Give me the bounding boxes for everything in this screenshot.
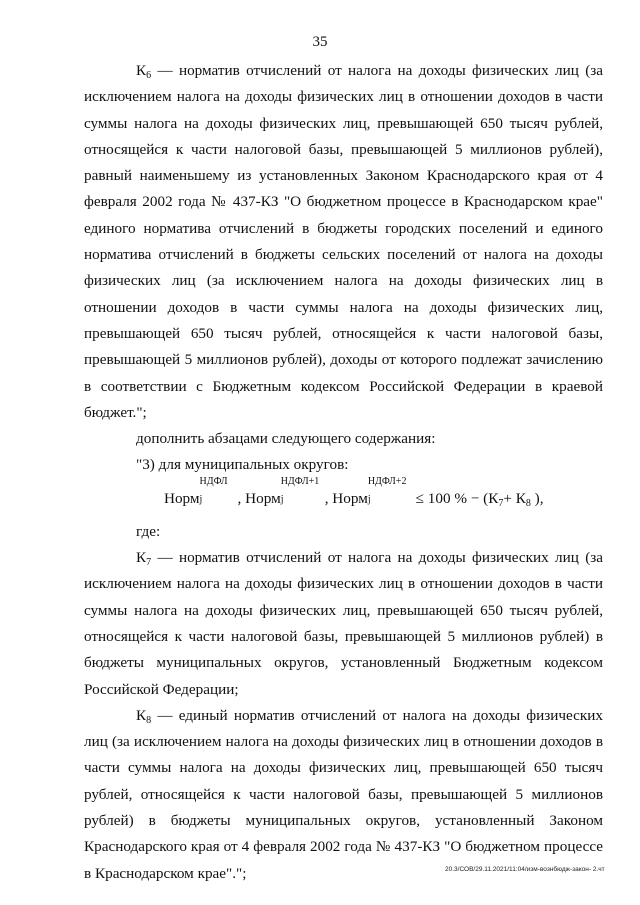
formula-k8-index: 8 bbox=[525, 497, 531, 509]
formula bbox=[84, 475, 603, 519]
k6-symbol: К bbox=[136, 62, 147, 79]
formula-k7-index: 7 bbox=[498, 497, 504, 509]
formula-sub-3: j bbox=[367, 493, 371, 505]
k6-index: 6 bbox=[146, 70, 152, 81]
paragraph-supplement: дополнить абзацами следующего содержания: bbox=[136, 430, 436, 448]
page-number: 35 bbox=[312, 34, 328, 50]
formula-sup-2: НДФЛ+1 bbox=[280, 475, 320, 487]
k7-symbol: К bbox=[136, 549, 147, 567]
formula-term-1: Норм bbox=[164, 489, 200, 507]
formula-sup-3: НДФЛ+2 bbox=[367, 475, 407, 487]
k6-text: — норматив отчислений от налога на доходы физических лиц (за исключением налога на доходы физических лиц в отношении доходов в части суммы налога на доходы физических лиц, превышающей 650 тысяч рублей, относящейся к части налоговой базы, превышающей 5 миллионов рублей), равный наименьшему из установленных Законом Краснодарского края от 4 февраля 2002 года № 437-КЗ "О бюджетном процессе в Краснодарском крае" единого норматива отчислений в бюджеты городских поселений и единого норматива отчислений в бюджеты сельских поселений от налога на доходы физических лиц (за исключением налога на доходы физических лиц в отношении доходов в части суммы налога на доходы физических лиц, превышающей 650 тысяч рублей, относящейся к части налоговой базы, превышающей 5 миллионов рублей), доходы от которого подлежат зачислению в соответствии с Бюджетным кодексом Российской Федерации в краевой бюджет."; bbox=[84, 62, 603, 421]
k7-index: 7 bbox=[146, 557, 152, 569]
formula-plus: + К bbox=[503, 489, 526, 507]
k8-symbol: К bbox=[136, 706, 147, 724]
formula-indices-3 bbox=[367, 475, 412, 505]
formula-sup-1: НДФЛ bbox=[199, 475, 228, 487]
paragraph-k6 bbox=[84, 58, 603, 426]
formula-close: ), bbox=[530, 489, 544, 507]
paragraph-k7 bbox=[84, 545, 603, 703]
formula-sub-2: j bbox=[280, 493, 284, 505]
formula-indices-2 bbox=[280, 475, 325, 505]
document-body bbox=[84, 58, 603, 887]
formula-term-3: Норм bbox=[332, 489, 368, 507]
k8-index: 8 bbox=[146, 714, 152, 726]
formula-sep-1: , bbox=[237, 489, 246, 507]
formula-indices-1 bbox=[199, 475, 238, 505]
document-footer: 20.3/СОВ/29.11.2021/11:04/изм-вознбюдж-закон- 2.чт bbox=[445, 866, 605, 873]
formula-sub-1: j bbox=[199, 493, 203, 505]
k8-text: — единый норматив отчислений от налога на доходы физических лиц (за исключением налога на доходы физических лиц в отношении доходов в части суммы налога на доходы физических лиц, превышающей 650 тысяч рублей, относящейся к части налоговой базы, превышающей 5 миллионов рублей) в бюджеты муниципальных округов, установленный Законом Краснодарского края от 4 февраля 2002 года № 437-КЗ "О бюджетном процессе в Краснодарском крае"."; bbox=[84, 706, 603, 882]
paragraph-where: где: bbox=[136, 522, 161, 540]
formula-sep-2: , bbox=[324, 489, 333, 507]
paragraph-item-3: "3) для муниципальных округов: bbox=[136, 456, 349, 474]
formula-term-2: Норм bbox=[245, 489, 281, 507]
paragraph-k8 bbox=[84, 703, 603, 887]
formula-relation: ≤ 100 % − (К bbox=[411, 489, 499, 507]
k7-text: — норматив отчислений от налога на доходы физических лиц (за исключением налога на доходы физических лиц в отношении доходов в части суммы налога на доходы физических лиц, превышающей 650 тысяч рублей, относящейся к части налоговой базы, превышающей 5 миллионов рублей) в бюджеты муниципальных округов, установленный Бюджетным кодексом Российской Федерации; bbox=[84, 549, 603, 698]
